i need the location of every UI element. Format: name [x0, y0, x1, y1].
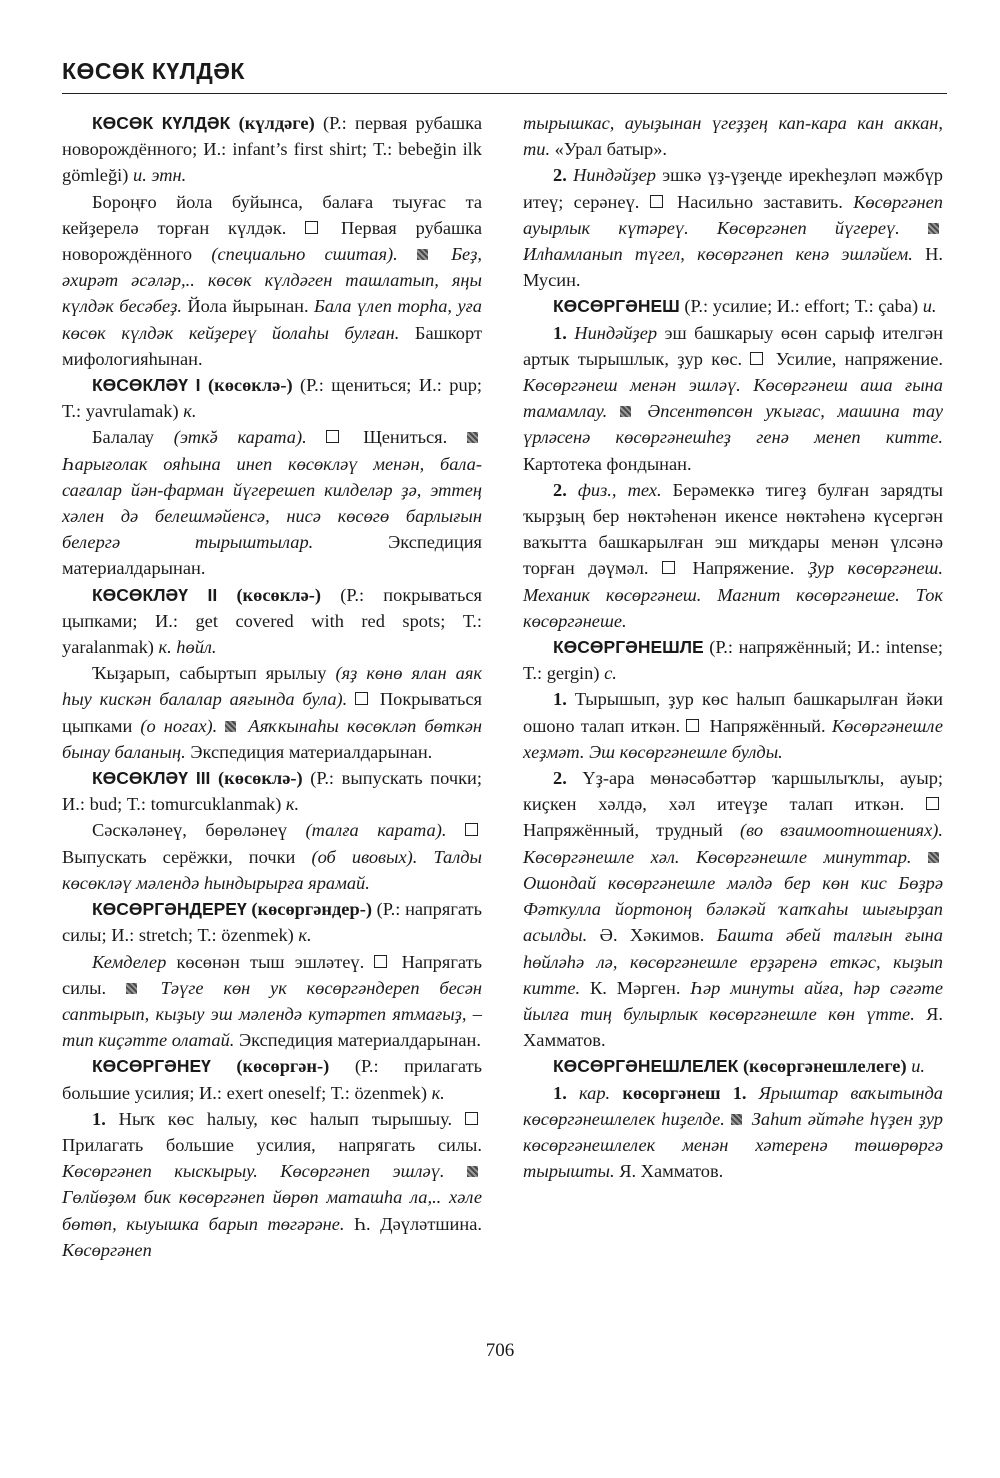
russian-marker-icon [355, 692, 368, 705]
definition-note: (яҙ көнө ялан аяк һыу кискән балалар аяғында була). [62, 663, 482, 710]
russian-equivalent: Щениться. [343, 427, 448, 448]
example-marker-icon [620, 406, 631, 417]
example: Ошондай көсөргәнешле мәлдә бер көн кис Бөҙрә Фәткулла йортоноң бәләкәй ҡапҡаһы шығырҙап асылды. [523, 872, 943, 946]
entry-kosorganeu [62, 1053, 482, 1105]
definition-text: Тырышып, ҙур көс һалып башкарылған йәки ошоно талап иткән. [523, 689, 943, 736]
headword: КӨСӨКЛӘҮ III [92, 768, 211, 789]
sense-2 [523, 162, 943, 293]
sense-1 [523, 320, 943, 477]
cross-reference: көсөргәнеш 1. [610, 1082, 747, 1103]
example-marker-icon [417, 249, 428, 260]
definition-text: көсөнән тыш эшләтеү. [166, 951, 365, 972]
definition-text: Берәмеккә тигеҙ булған зарядты ҡырҙың бер нөктәһенән икенсе нөктәһенә күсергән ваҡытта башкарылған эш миҡдары менән үлсәнә торған дәүмәл. [523, 479, 943, 579]
headword: КӨСӨРГӘНЕШЛЕ [553, 637, 704, 658]
continued-example [523, 110, 943, 162]
entry-kosok-kuldak [62, 110, 482, 189]
sense-2 [523, 477, 943, 634]
russian-marker-icon [305, 221, 318, 234]
russian-equivalent: Напряжённый, трудный [523, 820, 740, 841]
phrase-example: Көсөргәнеп ауырлык күтәреү. Көсөргәнеп йүгереү. [523, 191, 943, 238]
entry-meta: (Р.: усилие; И.: effort; Т.: çaba) [679, 296, 919, 317]
phrase-example: Көсөргәнешле хәл. Көсөргәнешле минуттар. [523, 846, 912, 867]
russian-equivalent: Выпускать серёжки, почки [62, 846, 312, 867]
headword-form: (көсөклә-) [207, 375, 293, 396]
russian-marker-icon [465, 1112, 478, 1125]
phrase-example: Талды көсөкләү мәлендә һындырырға ярамай. [62, 846, 482, 893]
example: Беҙ, әхирәт әсәләр,.. көсөк күлдәген ташлатып, яңы күлдәк бесәбеҙ. [62, 244, 482, 317]
russian-marker-icon [662, 561, 675, 574]
example: тырышкас, ауыҙынан үгеҙҙең кап-кара кан аккан, ти. [523, 113, 943, 160]
russian-marker-icon [465, 823, 478, 836]
example-source: Экспедиция материалдарынан. [234, 1030, 481, 1051]
entry-meta: (Р.: прилагать большие усилия; И.: exert oneself; Т.: özenmek) [62, 1056, 482, 1103]
example-source: Йола йырынан. [181, 296, 309, 317]
grammar-label: с. [599, 663, 617, 684]
headword: КӨСӨКЛӘҮ II [92, 584, 218, 605]
example: Тәүге көн ук көсөргәндереп бесән саптырып, кыҙыу эш мәлендә кутәртеп ятмағыҙ, – тип киҫәтте олатай. [62, 977, 482, 1051]
grammar-label: к. [293, 925, 312, 946]
entry-kosorganeshlelek [523, 1053, 943, 1079]
headword: КӨСӨРГӘНЕШ [553, 296, 680, 317]
headword: КӨСӨК КҮЛДӘК [92, 113, 231, 133]
phrase-example: Көсөргәнешле хеҙмәт. Эш көсөргәнешле булды. [523, 715, 943, 762]
definition [62, 949, 482, 1054]
russian-marker-icon [750, 352, 763, 365]
definition [62, 817, 482, 896]
grammar-label: к. [281, 794, 300, 815]
russian-equivalent: Напрягать силы. [62, 951, 482, 998]
headword: КӨСӨРГӘНЕШЛЕЛЕК [553, 1056, 739, 1077]
entry-kosorganesh [523, 293, 943, 319]
entry-kosorgandereu [62, 896, 482, 948]
sense-1 [523, 686, 943, 765]
sense-number: 1. [553, 322, 567, 343]
example-source: Ә. Хәкимов. [587, 925, 705, 946]
definition-text: эш башкарыу өсөн сарыф ителгән артык тырышлык, ҙур көс. [523, 322, 943, 369]
entry-kosoklau-3 [62, 765, 482, 817]
entry-kosorganeshle [523, 634, 943, 686]
example: Аяҡкынаһы көсөкләп бөткән бынау баланың. [62, 715, 482, 762]
example-source: Я. Хамматов. [523, 1003, 943, 1051]
grammar-label: и. [906, 1056, 925, 1077]
grammar-label: и. этн. [128, 165, 187, 186]
russian-equivalent: Напряжённый. [703, 715, 826, 736]
definition-italic: Кемделер [92, 951, 167, 972]
headword-form: (көсөклә-) [218, 768, 303, 789]
russian-marker-icon [686, 719, 699, 732]
cross-reference-label: кар. [566, 1082, 611, 1103]
example-source: «Урал батыр». [550, 139, 667, 160]
phrase-example: Ярыштар ваҡытында көсөргәнешлелек һиҙелде. [523, 1082, 943, 1129]
definition [62, 424, 482, 581]
definition-text: Сәскәләнеү, бөрөләнеү [92, 820, 306, 841]
headword: КӨСӨРГӘНЕҮ [92, 1056, 211, 1077]
headword: КӨСӨКЛӘҮ I [92, 375, 201, 396]
example-source: К. Мәрген. [580, 977, 681, 998]
russian-note: (об ивовых). [311, 846, 418, 867]
definition-note: (этк̆ә карата). [173, 427, 307, 448]
russian-marker-icon [926, 797, 939, 810]
grammar-label: к. [178, 401, 197, 422]
example-marker-icon [467, 1166, 478, 1177]
example: Заһит әйтәһе һүҙен ҙур көсөргәнешлелек менән хәтеренә төшөрөргә тырышты. [523, 1108, 943, 1182]
example-source: Экспедиция материалдарынан. [62, 532, 483, 579]
sense-number: 2. [553, 479, 567, 500]
sense-number: 1. [553, 689, 567, 710]
example-source: Картотека фондынан. [523, 453, 692, 474]
russian-equivalent: Напряжение. [679, 558, 795, 579]
headword-form: (күлдәге) [238, 113, 315, 133]
definition-text: эшкә үҙ-үҙеңде ирекһеҙләп мәжбүр итеү; серәнеү. [523, 165, 943, 212]
example: Башта әбей талғын ғына һөйләһә лә, көсөргәнешле ерҙәренә еткәс, кыҙып китте. [523, 925, 943, 998]
example-marker-icon [928, 852, 939, 863]
russian-marker-icon [326, 430, 339, 443]
example-marker-icon [225, 721, 236, 732]
running-head: КӨСӨК КҮЛДӘК [62, 58, 245, 84]
russian-note: (о ногах). [140, 715, 218, 736]
entry-meta: (Р.: выпускать почки; И.: bud; Т.: tomurcuklanmak) [62, 768, 482, 815]
sense-1 [62, 1106, 482, 1263]
example-source: Н. Мусин. [523, 244, 943, 291]
definition-italic: Ниндәйҙер [566, 165, 656, 186]
example: Әпсентөпсөн уҡығас, машина тау үрләсенә көсөргәнешһеҙ генә менеп китте. [523, 401, 943, 448]
entry-kosoklau-1 [62, 372, 482, 424]
entry-meta: (Р.: напряжённый; И.: intense; Т.: gergin) [523, 637, 943, 684]
headword-form: (көсөргәнешлелеге) [742, 1056, 907, 1077]
example: Илһамланып түгел, көсөргәнеп кенә эшләйем. [523, 244, 913, 265]
headword-form: (көсөргәндер-) [251, 899, 372, 920]
example-source: Я. Хамматов. [614, 1161, 724, 1182]
definition-note: (талға карата). [305, 820, 447, 841]
definition [62, 660, 482, 765]
definition-text: Бороңғо йола буйынса, балаға тыуғас та кейҙерелә торған күлдәк. [62, 191, 482, 238]
example-marker-icon [731, 1114, 742, 1125]
definition-text: Үҙ-ара мөнәсәбәттәр ҡаршылыҡлы, ауыр; киҫкен хәлдә, хәл итеүҙе талап иткән. [523, 768, 943, 815]
example: Һәр минуты айға, һәр сәғәте йылға тиң булырлык көсөргәнешле көн үтте. [523, 977, 943, 1024]
definition-text: Балалау [92, 427, 174, 448]
headword-form: (көсөклә-) [236, 584, 322, 605]
page-number: 706 [485, 1340, 515, 1361]
right-column [523, 110, 943, 1184]
example: Гөлйөҙөм бик көсөргәнеп йөрөп маташһа ла,.. хәле бөтөп, кыуышка барып төгәрәне. [62, 1187, 482, 1234]
russian-marker-icon [374, 955, 387, 968]
domain-label: физ., тех. [566, 479, 662, 500]
sense-number: 1. [92, 1108, 106, 1129]
left-column [62, 110, 482, 1263]
entry-kosoklau-2 [62, 582, 482, 661]
definition-text: Ныҡ көс һалыу, көс һалып тырышыу. [105, 1108, 453, 1129]
grammar-label: к. [426, 1082, 445, 1103]
example-marker-icon [928, 223, 939, 234]
grammar-label: к. һөйл. [153, 637, 217, 658]
example: Көсөргәнеп [62, 1239, 152, 1260]
example-source: Башкорт мифологияһынан. [62, 322, 482, 369]
entry-meta: (Р.: первая рубашка новорождённого; И.: infant’s first shirt; Т.: bebeğin ilk gömleği) [62, 113, 482, 186]
russian-note: (специально сшитая). [211, 244, 398, 265]
phrase-example: Ҙур көсөргәнеш. Механик көсөргәнеш. Магнит көсөргәнеше. Ток көсөргәнеше. [523, 558, 944, 631]
russian-equivalent: Первая рубашка новорождённого [62, 217, 482, 265]
russian-equivalent: Покрываться цыпками [62, 689, 483, 736]
sense-number: 2. [553, 768, 567, 789]
example: Һарығолак ояһына инеп көсөкләү менән, бала-сағалар йән-фарман йүгерешеп килделәр ҙә, эттең хәлен дә белешмәйенсә, нисә көсөгө барлығын белергә тырыштылар. [62, 453, 482, 553]
definition-italic: Ниндәйҙер [566, 322, 658, 343]
definition [62, 189, 482, 372]
definition-text: Ҡыҙарып, сабыртып ярылыу [92, 663, 336, 684]
russian-equivalent: Усилие, напряжение. [767, 348, 943, 369]
headword: КӨСӨРГӘНДЕРЕҮ [92, 899, 247, 920]
example-marker-icon [467, 432, 478, 443]
example-marker-icon [126, 983, 137, 994]
example: Бала үлеп торһа, уға көсөк күлдәк кейҙереү йолаһы булған. [62, 296, 482, 343]
headword-form: (көсөргән-) [236, 1056, 330, 1077]
russian-note: (во взаимоотношениях). [739, 820, 943, 841]
phrase-example: Көсөргәнеш менән эшләү. Көсөргәнеш аша ғына тамамлау. [523, 375, 943, 422]
russian-equivalent: Прилагать большие усилия, напрягать силы. [62, 1134, 482, 1155]
entry-meta: (Р.: покрываться цыпками; И.: get covered with red spots; Т.: yaralanmak) [62, 584, 482, 658]
grammar-label: и. [918, 296, 937, 317]
header-rule [62, 93, 947, 94]
sense-2 [523, 765, 943, 1053]
sense-number: 2. [553, 165, 567, 186]
example-source: Экспедиция материалдарынан. [185, 741, 433, 762]
entry-meta: (Р.: щениться; И.: pup; Т.: yavrulamak) [62, 375, 482, 422]
russian-marker-icon [650, 195, 663, 208]
sense-1 [523, 1080, 943, 1185]
entry-meta: (Р.: напрягать силы; И.: stretch; Т.: özenmek) [62, 899, 482, 946]
russian-equivalent: Насильно заставить. [666, 191, 843, 212]
sense-number: 1. [553, 1082, 567, 1103]
example-source: Һ. Дәүләтшина. [344, 1213, 482, 1234]
phrase-example: Көсөргәнеп кыскырыу. Көсөргәнеп эшләү. [62, 1161, 445, 1182]
